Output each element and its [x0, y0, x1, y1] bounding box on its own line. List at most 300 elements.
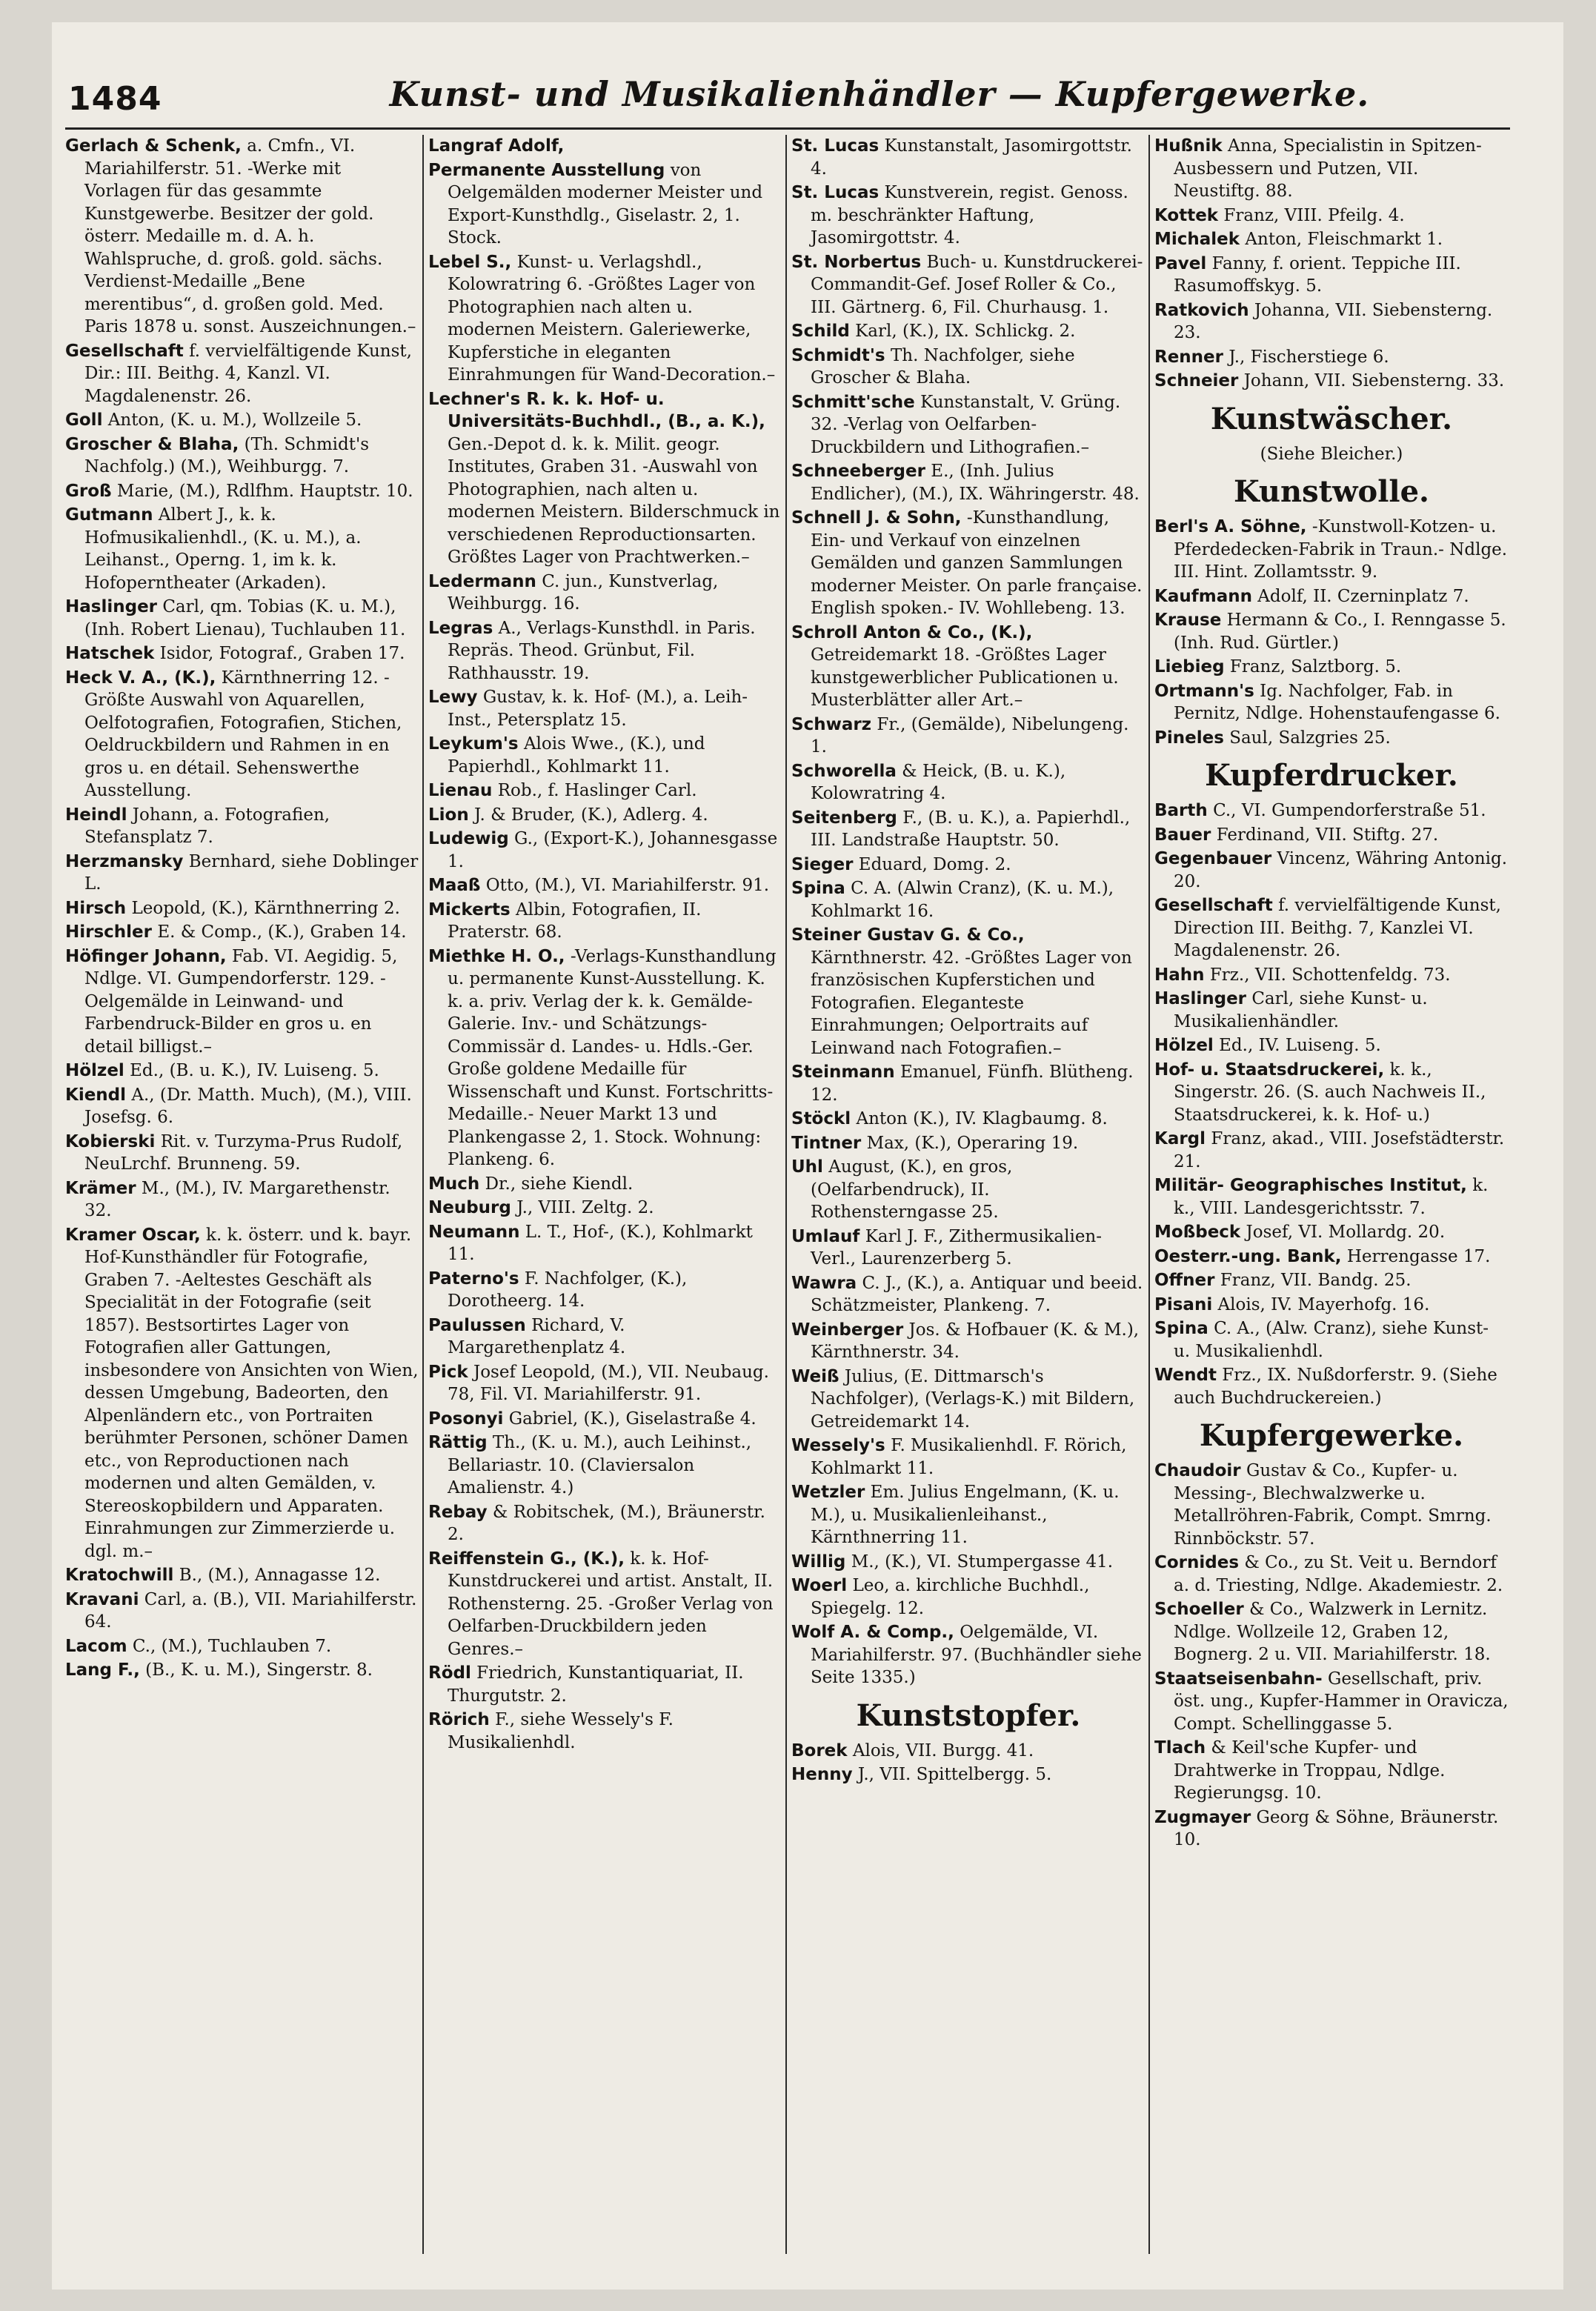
directory-entry [791, 320, 1146, 343]
directory-entry [1154, 894, 1509, 962]
directory-entry [1154, 727, 1509, 750]
directory-entry [428, 1548, 782, 1661]
entry-details: Herrengasse 17. [1346, 1246, 1491, 1266]
entry-name: Schild [791, 322, 850, 341]
entry-name: Rebay [428, 1502, 488, 1522]
entry-details: J. & Bruder, (K.), Adlerg. 4. [474, 805, 708, 825]
directory-entry [791, 182, 1146, 250]
entry-details: A., (Dr. Matth. Much), (M.), VIII. Josefsg. 6. [84, 1085, 412, 1127]
entry-name: Ortmann's [1154, 681, 1254, 701]
directory-entry [1154, 1668, 1509, 1736]
entry-details: Anton, Fleischmarkt 1. [1245, 230, 1443, 249]
entry-name: Kottek [1154, 205, 1219, 225]
entry-details: Franz, VIII. Pfeilg. 4. [1223, 205, 1405, 225]
entry-details: a. Cmfn., VI. Mariahilferstr. 51. -Werke mit Vorlagen für das gesammte Kunstgewerbe. Besitzer der gold. österr. Medaille m. d. A. h. Wahlspruche, d. groß. gold. sächs. Verdienst-Medaille „Bene merentibus“, d. großen gold. Med. Paris 1878 u. sonst. Auszeichnungen.– [84, 136, 416, 336]
directory-entry [65, 504, 419, 594]
entry-name: Steinmann [791, 1063, 895, 1082]
entry-name: Kobierski [65, 1131, 156, 1151]
directory-entry [791, 507, 1146, 620]
entry-details: B., (M.), Annagasse 12. [179, 1566, 381, 1585]
entry-details: Alois Wwe., (K.), und Papierhdl., Kohlmarkt 11. [448, 734, 705, 777]
entry-name: Umlauf [791, 1226, 860, 1246]
directory-entry [791, 1132, 1146, 1155]
directory-entry [1154, 1034, 1509, 1057]
running-title: Kunst- und Musikalienhändler — Kupfergewerke. [389, 74, 1370, 114]
directory-columns [65, 135, 1510, 2254]
directory-entry [428, 571, 782, 616]
entry-details: Carl, qm. Tobias (K. u. M.), (Inh. Robert Lienau), Tuchlauben 11. [84, 597, 406, 639]
entry-name: Miethke H. O., [428, 946, 565, 966]
entry-details: k. k., Singerstr. 26. (S. auch Nachweis II., Staatsdruckerei, k. k. Hof- u.) [1174, 1060, 1486, 1125]
directory-entry [65, 1589, 419, 1634]
directory-entry [791, 1319, 1146, 1364]
column-divider [422, 135, 424, 2254]
directory-entry [428, 159, 782, 250]
entry-name: Barth [1154, 801, 1208, 820]
section-heading: Kunststopfer. [856, 1697, 1081, 1733]
directory-entry [428, 1662, 782, 1707]
directory-entry [791, 1272, 1146, 1317]
entry-name: Lion [428, 805, 469, 825]
entry-name: Legras [428, 618, 493, 638]
directory-entry [791, 1575, 1146, 1620]
entry-details: Saul, Salzgries 25. [1229, 728, 1391, 748]
directory-entry [1154, 1174, 1509, 1220]
entry-details: A., Verlags-Kunsthdl. in Paris. Repräs. Theod. Grünbut, Fil. Rathhausstr. 19. [448, 618, 756, 683]
directory-entry [791, 760, 1146, 805]
entry-details: Kunstanstalt, Jasomirgottstr. 4. [811, 136, 1132, 179]
entry-details: Albin, Fotografien, II. Praterstr. 68. [448, 900, 702, 942]
entry-name: St. Lucas [791, 183, 880, 202]
directory-entry [1154, 228, 1509, 251]
entry-name: Wawra [791, 1273, 857, 1293]
entry-name: Kiendl [65, 1085, 127, 1105]
page-number: 1484 [68, 80, 162, 118]
entry-details: Th. Nachfolger, siehe Groscher & Blaha. [811, 345, 1075, 388]
directory-entry [1154, 1317, 1509, 1363]
directory-entry [1154, 1294, 1509, 1317]
directory-entry [1154, 1598, 1509, 1666]
entry-name: Pineles [1154, 728, 1224, 748]
entry-details: Fanny, f. orient. Teppiche III. Rasumoffskyg. 5. [1174, 253, 1461, 296]
header-rule [65, 127, 1510, 130]
entry-details: Oelgemälde, VI. Mariahilferstr. 97. (Buchhändler siehe Seite 1335.) [811, 1623, 1142, 1687]
entry-details: k. k., VIII. Landesgerichtsstr. 7. [1174, 1176, 1489, 1218]
directory-entry [428, 1314, 782, 1360]
entry-details: G., (Export-K.), Johannesgasse 1. [448, 829, 778, 871]
entry-name: Gegenbauer [1154, 849, 1272, 868]
entry-details: Buch- u. Kunstdruckerei-Commandit-Gef. Josef Roller & Co., III. Gärtnerg. 6, Fil. Churhausg. 1. [811, 252, 1143, 317]
entry-name: Gutmann [65, 505, 153, 525]
directory-entry [791, 1551, 1146, 1574]
entry-name: Posonyi [428, 1409, 504, 1429]
directory-entry [65, 1659, 419, 1682]
directory-entry [791, 1763, 1146, 1786]
directory-entry [791, 460, 1146, 505]
entry-name: Gerlach & Schenk, [65, 136, 242, 156]
entry-name: Rödl [428, 1663, 471, 1683]
entry-name: Lang F., [65, 1660, 140, 1680]
directory-entry [791, 1481, 1146, 1549]
entry-details: Alois, VII. Burgg. 41. [852, 1740, 1034, 1760]
directory-entry [428, 1268, 782, 1313]
section-heading: Kunstwäscher. [1210, 401, 1453, 436]
entry-details: C., VI. Gumpendorferstraße 51. [1213, 801, 1486, 820]
directory-entry [791, 877, 1146, 922]
entry-details: L. T., Hof-, (K.), Kohlmarkt 11. [448, 1222, 753, 1264]
entry-name: Chaudoir [1154, 1461, 1241, 1480]
entry-name: Ratkovich [1154, 300, 1249, 320]
directory-entry [1154, 346, 1509, 369]
directory-entry [65, 804, 419, 849]
directory-entry [791, 1226, 1146, 1271]
entry-name: Schneeberger [791, 462, 925, 481]
entry-details: C. jun., Kunstverlag, Weihburgg. 16. [448, 571, 719, 614]
directory-entry [1154, 1552, 1509, 1597]
entry-details: Th., (K. u. M.), auch Leihinst., Bellariastr. 10. (Claviersalon Amalienstr. 4.) [448, 1433, 752, 1497]
directory-entry [65, 667, 419, 802]
entry-name: Heindl [65, 805, 127, 825]
entry-name: Weiß [791, 1366, 839, 1386]
entry-details: Leo, a. kirchliche Buchhdl., Spiegelg. 12. [811, 1576, 1090, 1618]
entry-details: Otto, (M.), VI. Mariahilferstr. 91. [485, 876, 770, 895]
entry-name: Tlach [1154, 1738, 1206, 1758]
entry-details: J., VIII. Zeltg. 2. [516, 1198, 654, 1217]
directory-entry [428, 1361, 782, 1406]
entry-details: Franz, akad., VIII. Josefstädterstr. 21. [1174, 1129, 1505, 1171]
entry-details: Vincenz, Währing Antonig. 20. [1174, 849, 1508, 891]
entry-details: F. Nachfolger, (K.), Dorotheerg. 14. [448, 1268, 688, 1311]
entry-details: & Heick, (B. u. K.), Kolowratring 4. [811, 761, 1066, 803]
entry-details: Ig. Nachfolger, Fab. in Pernitz, Ndlge. Hohenstaufengasse 6. [1174, 681, 1500, 723]
entry-name: Bauer [1154, 825, 1211, 845]
entry-details: F. Musikalienhdl. F. Rörich, Kohlmarkt 11. [811, 1436, 1127, 1478]
entry-details: Albert J., k. k. Hofmusikalienhdl., (K. u. M.), a. Leihanst., Operng. 1, im k. k. Hofoperntheater (Arkaden). [84, 505, 362, 593]
entry-name: Kravani [65, 1589, 139, 1609]
entry-name: Haslinger [1154, 989, 1247, 1008]
entry-name: Herzmansky [65, 851, 184, 871]
entry-details: Alois, IV. Mayerhofg. 16. [1217, 1294, 1430, 1314]
entry-name: Wetzler [791, 1483, 865, 1502]
entry-name: Gesellschaft [1154, 896, 1273, 915]
directory-entry [65, 409, 419, 432]
directory-entry [428, 804, 782, 827]
directory-entry [65, 433, 419, 479]
directory-entry [65, 1635, 419, 1658]
entry-details: Johann, VII. Siebensterng. 33. [1243, 371, 1505, 390]
entry-name: Renner [1154, 347, 1223, 367]
directory-entry [1154, 135, 1509, 203]
entry-details: M., (K.), VI. Stumpergasse 41. [851, 1552, 1114, 1572]
directory-entry [1154, 609, 1509, 654]
column-1 [65, 135, 419, 2254]
entry-name: Schwarz [791, 714, 872, 734]
entry-name: Hirschler [65, 922, 152, 942]
entry-name: Lienau [428, 781, 493, 800]
directory-entry [428, 779, 782, 802]
entry-name: Pick [428, 1362, 468, 1382]
directory-entry [791, 1366, 1146, 1434]
section-note: (Siehe Bleicher.) [1260, 444, 1403, 464]
column-divider [1148, 135, 1150, 2254]
entry-details: Rob., f. Haslinger Carl. [497, 781, 697, 800]
directory-entry [1154, 656, 1509, 679]
entry-name: Michalek [1154, 230, 1240, 249]
entry-name: Höfinger Johann, [65, 946, 227, 966]
entry-details: k. k. Hof-Kunstdruckerei und artist. Anstalt, II. Rothensterng. 25. -Großer Verlag von Oelfarben-Druckbildern jeden Genres.– [448, 1549, 774, 1659]
directory-entry [428, 388, 782, 569]
entry-name: Schmidt's [791, 345, 885, 365]
entry-name: Krämer [65, 1178, 136, 1198]
entry-name: Berl's A. Söhne, [1154, 517, 1307, 536]
entry-name: Seitenberg [791, 808, 897, 828]
entry-details: -Verlags-Kunsthandlung u. permanente Kunst-Ausstellung. K. k. a. priv. Verlag der k. k. Gemälde-Galerie. Inv.- und Schätzungs-Commissär d. Landes- u. Hdls.-Ger. Große goldene Medaille für Wissenschaft und Kunst. Fortschritts-Medaille.- Neuer Markt 13 und Plankengasse 2, 1. Stock. Wohnung: Plankeng. 6. [448, 946, 777, 1169]
entry-name: Paulussen [428, 1315, 526, 1335]
directory-entry [428, 1408, 782, 1431]
entry-name: Gesellschaft [65, 341, 184, 361]
entry-name: Woerl [791, 1576, 848, 1595]
entry-name: Stöckl [791, 1109, 851, 1128]
directory-entry [1154, 1059, 1509, 1127]
entry-name: Kaufmann [1154, 586, 1252, 606]
directory-entry [791, 714, 1146, 759]
directory-entry [428, 686, 782, 731]
entry-details: Kärnthnerring 12. -Größte Auswahl von Aquarellen, Oelfotografien, Fotografien, Stichen, Oeldruckbildern und Rahmen in en gros u. en détail. Sehenswerthe Ausstellung. [84, 668, 402, 800]
entry-name: Staatseisenbahn- [1154, 1669, 1323, 1689]
entry-details: Adolf, II. Czerninplatz 7. [1257, 586, 1469, 606]
directory-entry [791, 1621, 1146, 1689]
entry-details: J., Fischerstiege 6. [1228, 347, 1389, 367]
entry-details: Kunstanstalt, V. Grüng. 32. -Verlag von Oelfarben-Druckbildern und Lithografien.– [811, 392, 1121, 457]
directory-entry [1154, 370, 1509, 393]
directory-entry [791, 135, 1146, 180]
directory-entry [791, 1061, 1146, 1106]
entry-details: Jos. & Hofbauer (K. & M.), Kärnthnerstr. 34. [811, 1320, 1140, 1362]
entry-details: Carl, a. (B.), VII. Mariahilferstr. 64. [84, 1589, 417, 1632]
entry-details: E. & Comp., (K.), Graben 14. [157, 922, 407, 942]
directory-entry [1154, 1128, 1509, 1173]
directory-entry [428, 874, 782, 897]
entry-name: Rättig [428, 1433, 488, 1452]
directory-entry [65, 1060, 419, 1083]
entry-details: Gustav & Co., Kupfer- u. Messing-, Blechwalzwerke u. Metallröhren-Fabrik, Compt. Smrng. Rinnböckstr. 57. [1174, 1461, 1492, 1549]
entry-name: Kramer Oscar, [65, 1225, 201, 1245]
column-divider [785, 135, 787, 2254]
entry-name: Reiffenstein G., (K.), [428, 1549, 625, 1569]
entry-details: Dr., siehe Kiendl. [485, 1174, 634, 1194]
entry-details: Gustav, k. k. Hof- (M.), a. Leih-Inst., Petersplatz 15. [448, 688, 748, 730]
entry-name: Mickerts [428, 900, 511, 920]
entry-details: (B., K. u. M.), Singerstr. 8. [145, 1660, 373, 1680]
entry-name: Hölzel [65, 1061, 124, 1080]
entry-details: Franz, Salztborg. 5. [1229, 657, 1402, 676]
entry-name: Wendt [1154, 1366, 1217, 1385]
directory-entry [791, 345, 1146, 390]
entry-details: Rit. v. Turzyma-Prus Rudolf, NeuLrchf. Brunneng. 59. [84, 1131, 403, 1174]
page-header [68, 74, 1506, 126]
directory-entry [791, 622, 1146, 712]
directory-entry [428, 135, 782, 158]
directory-entry [1154, 1806, 1509, 1852]
entry-details: Fr., (Gemälde), Nibelungeng. 1. [811, 714, 1129, 757]
entry-details: Kunst- u. Verlagshdl., Kolowratring 6. -Größtes Lager von Photographien nach alten u. modernen Meistern. Galeriewerke, Kupferstiche in eleganten Einrahmungen für Wand-Decoration.– [448, 252, 776, 385]
entry-name: Cornides [1154, 1553, 1240, 1572]
entry-details: Josef, VI. Mollardg. 20. [1246, 1223, 1446, 1242]
directory-entry [791, 391, 1146, 459]
directory-entry [428, 617, 782, 685]
entry-name: Zugmayer [1154, 1807, 1251, 1827]
entry-details: Carl, siehe Kunst- u. Musikalienhändler. [1174, 989, 1428, 1031]
entry-details: Frz., IX. Nußdorferstr. 9. (Siehe auch Buchdruckereien.) [1174, 1366, 1497, 1408]
entry-details: Gesellschaft, priv. öst. ung., Kupfer-Hammer in Oravicza, Compt. Schellinggasse 5. [1174, 1669, 1509, 1734]
entry-details: Em. Julius Engelmann, (K. u. M.), u. Musikalienleihanst., Kärnthnerring 11. [811, 1483, 1120, 1547]
entry-name: Pavel [1154, 253, 1207, 273]
entry-name: Hirsch [65, 898, 127, 918]
entry-details: (Th. Schmidt's Nachfolg.) (M.), Weihburgg. 7. [84, 434, 370, 476]
entry-name: St. Lucas [791, 136, 880, 156]
entry-name: Groß [65, 481, 112, 501]
directory-entry [65, 1131, 419, 1176]
entry-details: k. k. österr. und k. bayr. Hof-Kunsthändler für Fotografie, Graben 7. -Aeltestes Geschäft als Specialität in der Fotografie (seit 1857). Bestsortirtes Lager von Fotografien aller Gattungen, insbesondere von Ansichten von Wien, dessen Umgebung, Badeorten, den Alpenländern etc., von Portraiten berühmter Personen, schöner Damen etc., von Reproductionen nach modernen und alten Gemälden, v. Stereoskopbildern und Apparaten. Einrahmungen zur Zimmerzierde u. dgl. m.– [84, 1225, 419, 1561]
column-4 [1154, 135, 1509, 2254]
directory-entry [65, 945, 419, 1059]
directory-entry [65, 921, 419, 944]
section-heading: Kunstwolle. [1234, 474, 1429, 509]
directory-entry [65, 1564, 419, 1587]
entry-details: von Oelgemälden moderner Meister und Export-Kunsthdlg., Giselastr. 2, 1. Stock. [448, 160, 763, 247]
directory-entry [1154, 1737, 1509, 1805]
entry-name: Willig [791, 1552, 846, 1572]
entry-details: Karl, (K.), IX. Schlickg. 2. [855, 322, 1076, 341]
entry-details: M., (M.), IV. Margarethenstr. 32. [84, 1178, 390, 1220]
entry-details: Karl J. F., Zithermusikalien-Verl., Laurenzerberg 5. [811, 1226, 1103, 1268]
entry-name: Liebieg [1154, 657, 1225, 676]
directory-entry [428, 1221, 782, 1266]
entry-name: Schneier [1154, 371, 1239, 390]
entry-details: August, (K.), en gros, (Oelfarbendruck), II. Rothensterngasse 25. [811, 1157, 1013, 1222]
entry-details: -Kunsthandlung, Ein- und Verkauf von einzelnen Gemälden und ganzen Sammlungen moderner Meister. On parle française. English spoken.- IV. Wohllebeng. 13. [811, 508, 1143, 618]
entry-details: Leopold, (K.), Kärnthnerring 2. [131, 898, 400, 918]
directory-entry [428, 945, 782, 1171]
entry-details: Anna, Specialistin in Spitzen-Ausbessern und Putzen, VII. Neustiftg. 88. [1174, 136, 1482, 201]
entry-details: f. vervielfältigende Kunst, Direction III. Beithg. 7, Kanzlei VI. Magdalenenstr. 26. [1174, 896, 1501, 960]
entry-details: Johann, a. Fotografien, Stefansplatz 7. [84, 805, 330, 847]
entry-details: Ed., (B. u. K.), IV. Luiseng. 5. [130, 1061, 379, 1080]
entry-name: Schnell J. & Sohn, [791, 508, 962, 528]
directory-entry [65, 642, 419, 665]
entry-details: & Co., Walzwerk in Lernitz. Ndlge. Wollzeile 12, Graben 12, Bognerg. 2 u. VII. Mariahilferstr. 18. [1174, 1600, 1491, 1664]
entry-name: Paterno's [428, 1268, 519, 1288]
entry-name: Lechner's R. k. k. Hof- u. Universitäts-Buchhdl., (B., a. K.), [428, 389, 765, 431]
entry-name: Hußnik [1154, 136, 1223, 156]
entry-name: Lacom [65, 1636, 127, 1656]
directory-entry [65, 1177, 419, 1223]
directory-entry [791, 1156, 1146, 1224]
directory-entry [65, 340, 419, 408]
entry-name: Heck V. A., (K.), [65, 668, 216, 688]
entry-details: Josef Leopold, (M.), VII. Neubaug. 78, Fil. VI. Mariahilferstr. 91. [448, 1362, 769, 1404]
entry-name: Borek [791, 1740, 848, 1760]
entry-name: Kargl [1154, 1129, 1206, 1148]
entry-details: f. vervielfältigende Kunst, Dir.: III. Beithg. 4, Kanzl. VI. Magdalenenstr. 26. [84, 341, 412, 406]
entry-name: Neuburg [428, 1198, 511, 1217]
entry-details: C. A., (Alw. Cranz), siehe Kunst- u. Musikalienhdl. [1174, 1319, 1489, 1361]
entry-name: Wolf A. & Comp., [791, 1623, 954, 1642]
entry-name: Uhl [791, 1157, 823, 1177]
entry-details: & Co., zu St. Veit u. Berndorf a. d. Triesting, Ndlge. Akademiestr. 2. [1174, 1553, 1503, 1595]
entry-details: Anton, (K. u. M.), Wollzeile 5. [107, 410, 362, 430]
directory-entry [1154, 1269, 1509, 1292]
entry-details: Bernhard, siehe Doblinger L. [84, 851, 419, 894]
directory-entry [1154, 680, 1509, 725]
entry-details: Emanuel, Fünfh. Blütheng. 12. [811, 1063, 1134, 1105]
entry-details: & Keil'sche Kupfer- und Drahtwerke in Troppau, Ndlge. Regierungsg. 10. [1174, 1738, 1446, 1803]
entry-name: Pisani [1154, 1294, 1213, 1314]
directory-entry [1154, 205, 1509, 227]
directory-entry [1154, 964, 1509, 987]
entry-details: Hermann & Co., I. Renngasse 5. (Inh. Rud. Gürtler.) [1174, 611, 1506, 653]
entry-name: Rörich [428, 1710, 490, 1729]
directory-entry [1154, 1246, 1509, 1268]
directory-entry [428, 828, 782, 873]
directory-entry [65, 1224, 419, 1563]
entry-name: Oesterr.-ung. Bank, [1154, 1246, 1342, 1266]
entry-details: Isidor, Fotograf., Graben 17. [159, 644, 405, 663]
entry-name: Hatschek [65, 644, 155, 663]
entry-name: Schoeller [1154, 1600, 1244, 1619]
entry-name: Neumann [428, 1222, 520, 1242]
directory-entry [791, 854, 1146, 877]
entry-details: Max, (K.), Operaring 19. [866, 1133, 1079, 1153]
directory-entry [1154, 824, 1509, 847]
directory-entry [1154, 988, 1509, 1033]
entry-name: Offner [1154, 1271, 1215, 1290]
directory-entry [428, 1173, 782, 1196]
entry-details: Fab. VI. Aegidig. 5, Ndlge. VI. Gumpendorferstr. 129. -Oelgemälde in Leinwand- und Farbendruck-Bilder en gros u. en detail billigst.– [84, 946, 398, 1057]
entry-details: & Robitschek, (M.), Bräunerstr. 2. [448, 1502, 765, 1544]
directory-entry [1154, 1460, 1509, 1550]
directory-entry [791, 251, 1146, 319]
entry-details: Marie, (M.), Rdlfhm. Hauptstr. 10. [116, 481, 413, 501]
directory-entry [791, 1740, 1146, 1763]
directory-entry [1154, 848, 1509, 893]
entry-details: J., VII. Spittelbergg. 5. [857, 1765, 1052, 1784]
directory-entry [428, 1709, 782, 1754]
entry-name: Moßbeck [1154, 1223, 1241, 1242]
entry-details: Gen.-Depot d. k. k. Milit. geogr. Institutes, Graben 31. -Auswahl von Photographien, nach alten u. modernen Meistern. Bilderschmuck in verschiedenen Reproductionsarten. Größtes Lager von Prachtwerken.– [448, 434, 780, 567]
directory-entry [428, 251, 782, 387]
entry-name: Much [428, 1174, 480, 1194]
directory-entry [428, 899, 782, 944]
entry-name: Langraf Adolf, [428, 136, 565, 156]
entry-details: Julius, (E. Dittmarsch's Nachfolger), (Verlags-K.) mit Bildern, Getreidemarkt 14. [811, 1366, 1135, 1432]
directory-entry [1154, 1221, 1509, 1244]
entry-name: Permanente Ausstellung [428, 160, 665, 180]
entry-details: Gabriel, (K.), Giselastraße 4. [508, 1409, 757, 1429]
entry-details: C., (M.), Tuchlauben 7. [132, 1636, 332, 1656]
entry-details: Anton (K.), IV. Klagbaumg. 8. [856, 1109, 1108, 1128]
section-heading: Kupfergewerke. [1199, 1418, 1464, 1453]
entry-name: Spina [791, 879, 845, 898]
directory-entry [428, 1432, 782, 1500]
entry-name: Leykum's [428, 734, 519, 754]
directory-entry [65, 851, 419, 896]
entry-name: Steiner Gustav G. & Co., [791, 925, 1025, 945]
entry-name: Sieger [791, 854, 854, 874]
directory-entry [791, 924, 1146, 1060]
directory-entry [1154, 516, 1509, 584]
entry-details: C. J., (K.), a. Antiquar und beeid. Schätzmeister, Plankeng. 7. [811, 1273, 1143, 1315]
